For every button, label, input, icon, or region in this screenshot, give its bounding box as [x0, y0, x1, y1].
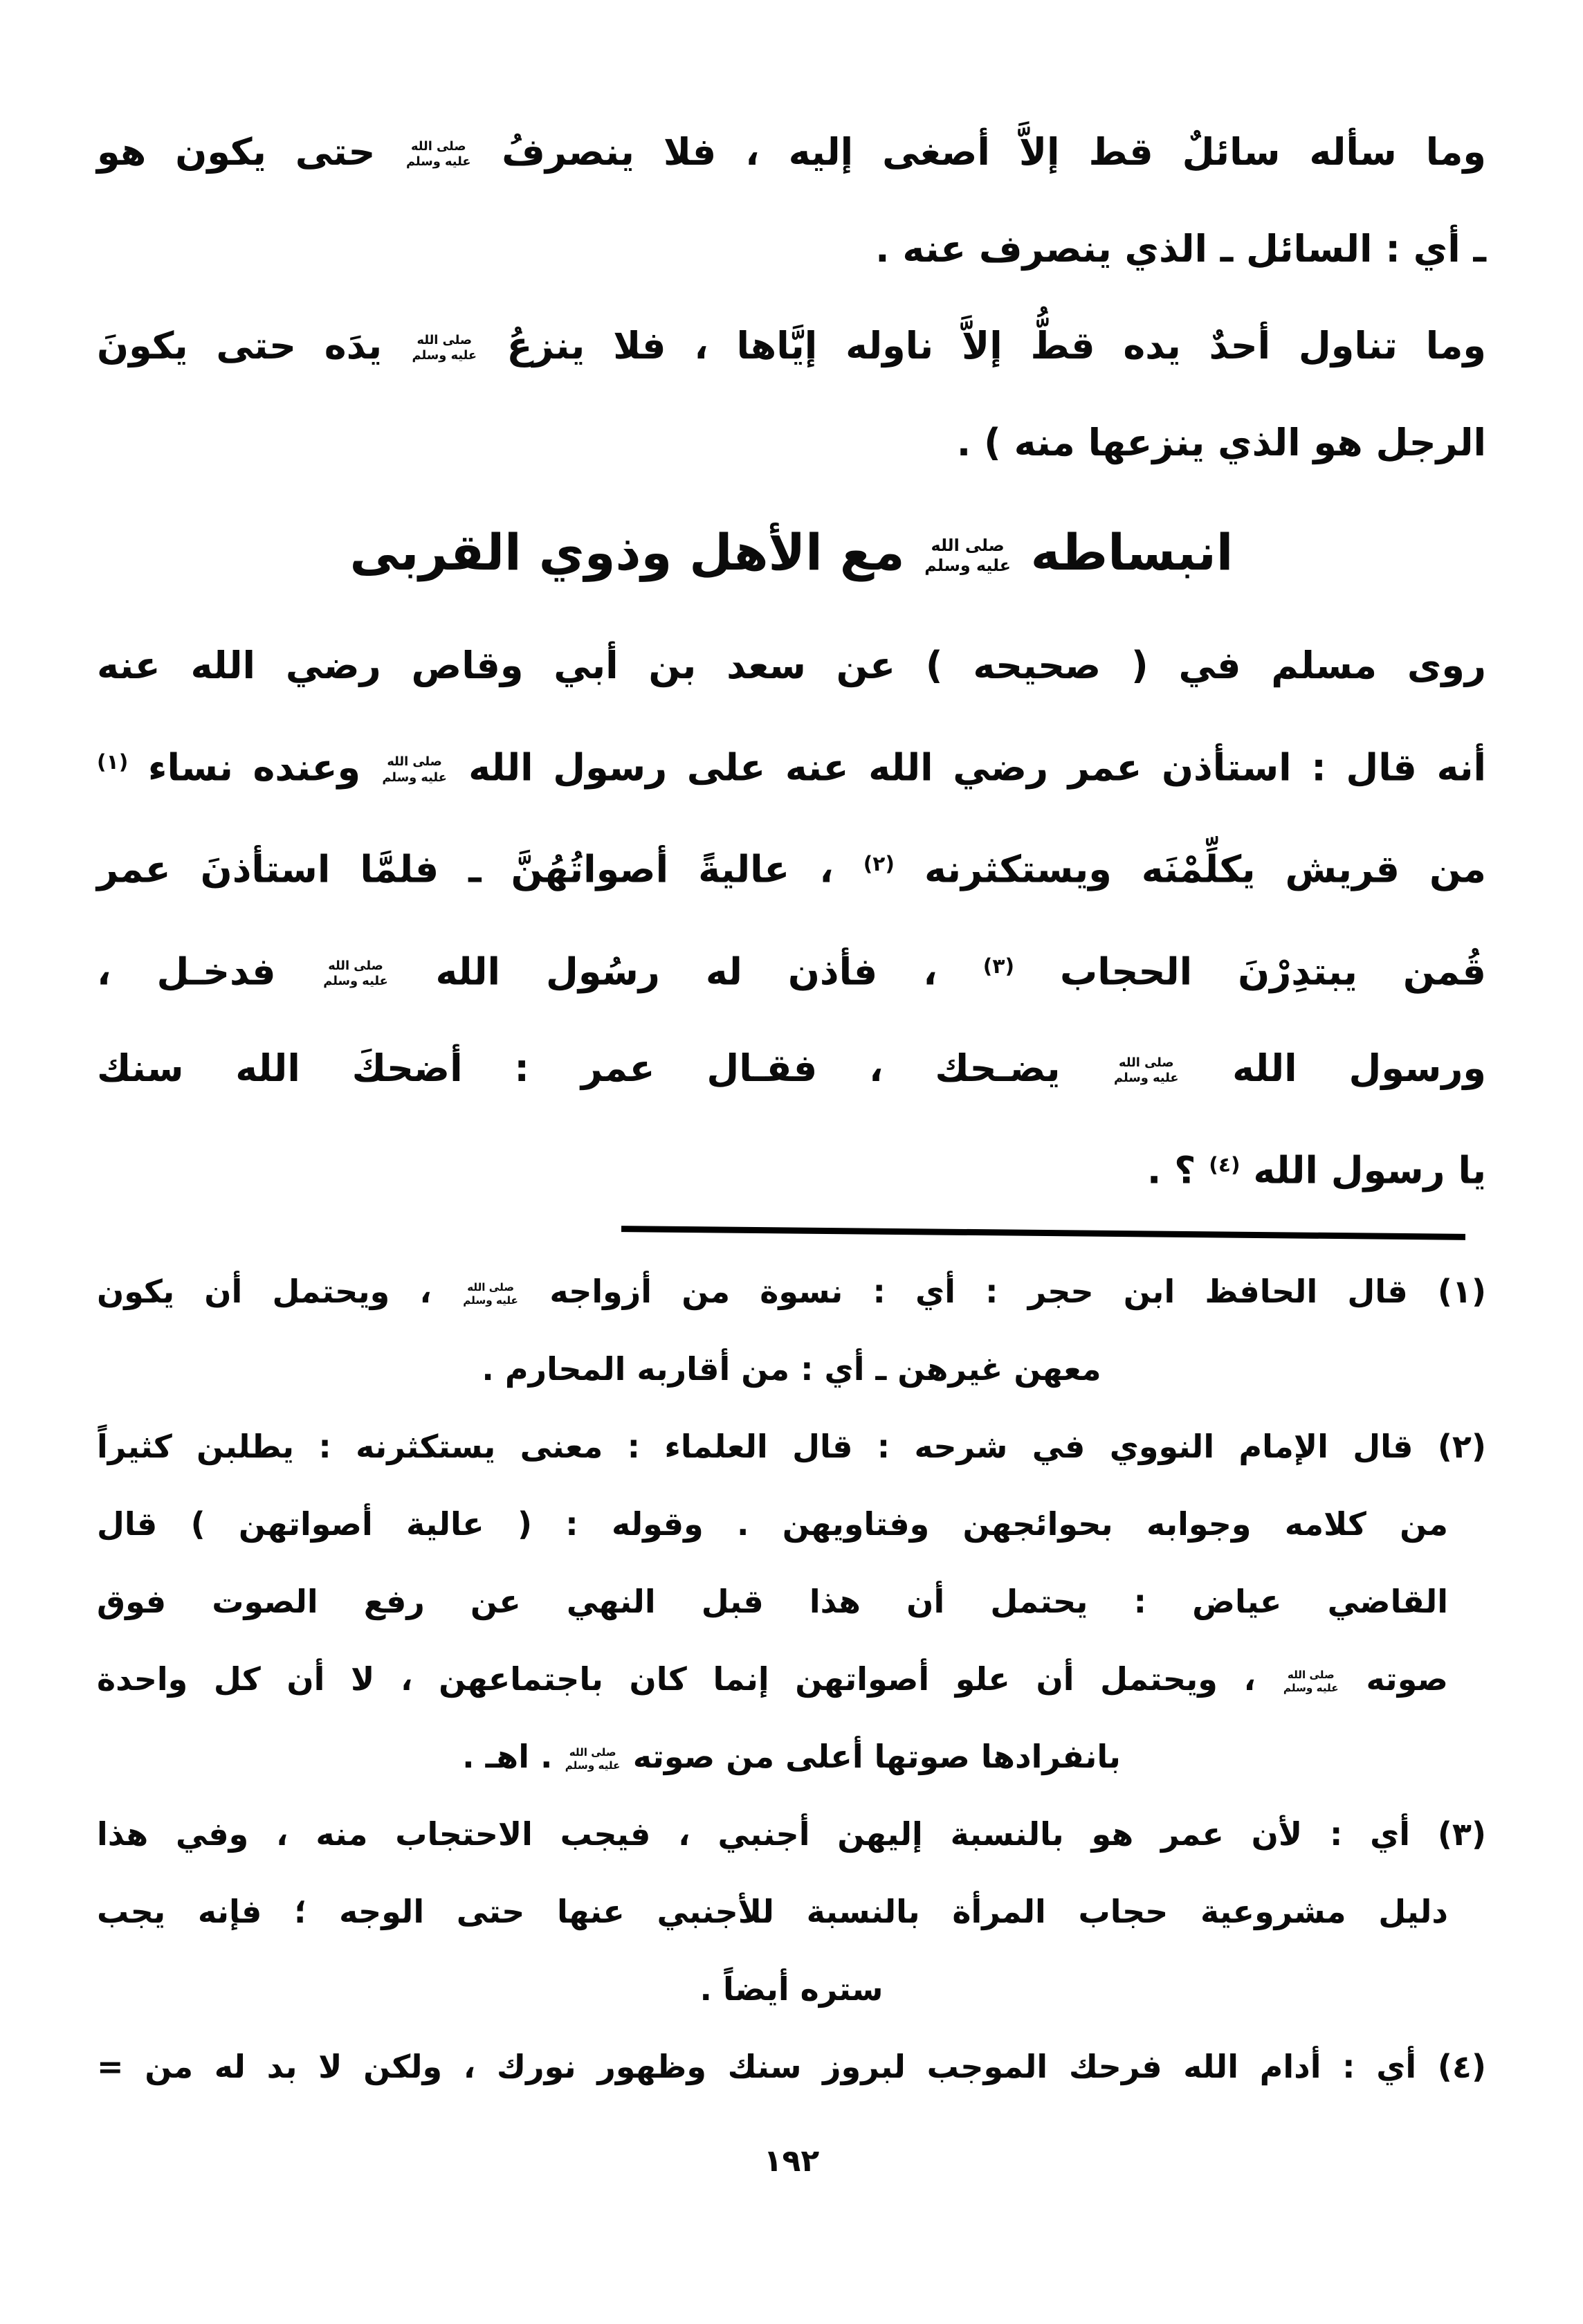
- honorific-top: صلى الله: [1287, 1668, 1335, 1681]
- footnote-line: (٣) أي : لأن عمر هو بالنسبة إليهن أجنبي ، فيجب الاحتجاب منه ، وفي هذا: [97, 1815, 1486, 1853]
- prophet-honorific-icon: [924, 536, 1011, 577]
- prophet-honorific-icon: [1114, 1055, 1179, 1087]
- footnote-ref: (١): [97, 750, 129, 774]
- footnote-line: ستره أيضاً .: [699, 1970, 884, 2008]
- text-line: الرجل هو الذي ينزعها منه ) .: [956, 421, 1486, 464]
- hadith-quote-hand: [97, 298, 1486, 491]
- page-body-text: [97, 104, 1486, 1219]
- honorific-bottom: عليه وسلم: [463, 1293, 518, 1307]
- prophet-honorific-icon: [412, 333, 477, 364]
- honorific-top: صلى الله: [1119, 1055, 1174, 1071]
- honorific-bottom: عليه وسلم: [565, 1759, 621, 1772]
- prophet-honorific-icon: [382, 754, 447, 786]
- text-line: من قريش يكلِّمْنَه ويستكثرنه $^{(٢)}$ ، عاليةً أصواتُهُنَّ ـ فلمَّا استأذنَ عمر: [97, 847, 1486, 891]
- footnote-ref: (٢): [863, 852, 895, 877]
- text-line: وما سأله سائلٌ قط إلاَّ أصغى إليه ، فلا ينصرفُ صلى الله عليه وسلم حتى يكون هو: [97, 130, 1486, 174]
- footnote-line: بانفرادها صوتها أعلى من صوته صلى الله عليه وسلم . اهـ .: [462, 1738, 1121, 1776]
- text-line: ـ أي : السائل ـ الذي ينصرف عنه .: [875, 227, 1486, 271]
- footnote-line: صوته صلى الله عليه وسلم ، ويحتمل أن علو أصواتهن إنما كان باجتماعهن ، لا أن كل واحدة: [97, 1660, 1448, 1698]
- text-line: ورسول الله صلى الله عليه وسلم يضـحك ، فقـال عمر : أضحكَ الله سنك: [97, 1046, 1486, 1090]
- hadith-umar-narration: [97, 617, 1486, 1219]
- honorific-bottom: عليه وسلم: [405, 154, 471, 170]
- footnote-ref: (٤): [1209, 1152, 1241, 1177]
- footnote-line: (١) قال الحافظ ابن حجر : أي : نسوة من أزواجه صلى الله عليه وسلم ، ويحتمل أن يكون: [97, 1273, 1486, 1311]
- footnote-line: دليل مشروعية حجاب المرأة بالنسبة للأجنبي عنها حتى الوجه ؛ فإنه يجب: [97, 1893, 1448, 1931]
- honorific-bottom: عليه وسلم: [1283, 1681, 1339, 1694]
- text-line: وما تناول أحدٌ يده قطُّ إلاَّ ناوله إيَّاها ، فلا ينزعُ صلى الله عليه وسلم يدَه حتى يكونَ: [97, 324, 1486, 367]
- honorific-top: صلى الله: [387, 754, 442, 770]
- footnote-4: [97, 2028, 1486, 2105]
- footnote-ref: (٣): [982, 954, 1015, 979]
- honorific-bottom: عليه وسلم: [1114, 1071, 1179, 1086]
- honorific-top: صلى الله: [417, 333, 473, 348]
- prophet-honorific-icon: [565, 1746, 621, 1772]
- honorific-bottom: عليه وسلم: [924, 556, 1011, 576]
- prophet-honorific-icon: [463, 1281, 518, 1307]
- honorific-bottom: عليه وسلم: [323, 974, 388, 989]
- footnote-line: القاضي عياض : يحتمل أن هذا قبل النهي عن رفع الصوت فوق: [97, 1583, 1448, 1621]
- text-line: قُمن يبتدِرْنَ الحجاب $^{(٣)}$ ، فأذن له رسُول الله صلى الله عليه وسلم فدخـل ،: [97, 949, 1486, 993]
- section-heading: انبساطه صلى الله عليه وسلم مع الأهل وذوي القربى: [349, 523, 1234, 581]
- honorific-top: صلى الله: [569, 1745, 616, 1759]
- hadith-quote-listening: [97, 104, 1486, 298]
- honorific-top: صلى الله: [467, 1280, 514, 1293]
- footnotes-section: [97, 1253, 1486, 2105]
- page-number: ١٩٢: [763, 2143, 820, 2179]
- footnote-3: [97, 1795, 1486, 2028]
- footnote-2: [97, 1408, 1486, 1795]
- text-line: أنه قال : استأذن عمر رضي الله عنه على رسول الله صلى الله عليه وسلم وعنده نساء $^{(١)}$: [97, 745, 1486, 790]
- honorific-top: صلى الله: [328, 959, 383, 974]
- footnote-list: [97, 1253, 1486, 2105]
- text-line: روى مسلم في ( صحيحه ) عن سعد بن أبي وقاص رضي الله عنه: [97, 644, 1486, 687]
- footnote-separator-line: [621, 1226, 1465, 1240]
- honorific-top: صلى الله: [410, 139, 466, 154]
- prophet-honorific-icon: [406, 139, 471, 170]
- footnote-line: من كلامه وجوابه بحوائجهن وفتاويهن . وقوله : ( عالية أصواتهن ) قال: [97, 1505, 1448, 1543]
- text-line: يا رسول الله $^{(٤)}$ ؟ .: [1146, 1148, 1486, 1192]
- honorific-top: صلى الله: [931, 535, 1005, 555]
- footnote-line: (٤) أي : أدام الله فرحك الموجب لبروز سنك وظهور نورك ، ولكن لا بد له من =: [97, 2048, 1486, 2086]
- footnote-line: (٢) قال الإمام النووي في شرحه : قال العلماء : معنى يستكثرنه : يطلبن كثيراً: [97, 1428, 1486, 1466]
- prophet-honorific-icon: [1283, 1669, 1339, 1695]
- honorific-bottom: عليه وسلم: [412, 348, 477, 363]
- body-blocks: [97, 104, 1486, 1219]
- footnote-line: معهن غيرهن ـ أي : من أقاربه المحارم .: [482, 1350, 1101, 1388]
- honorific-bottom: عليه وسلم: [382, 770, 447, 785]
- footnote-1: [97, 1253, 1486, 1408]
- prophet-honorific-icon: [323, 959, 388, 990]
